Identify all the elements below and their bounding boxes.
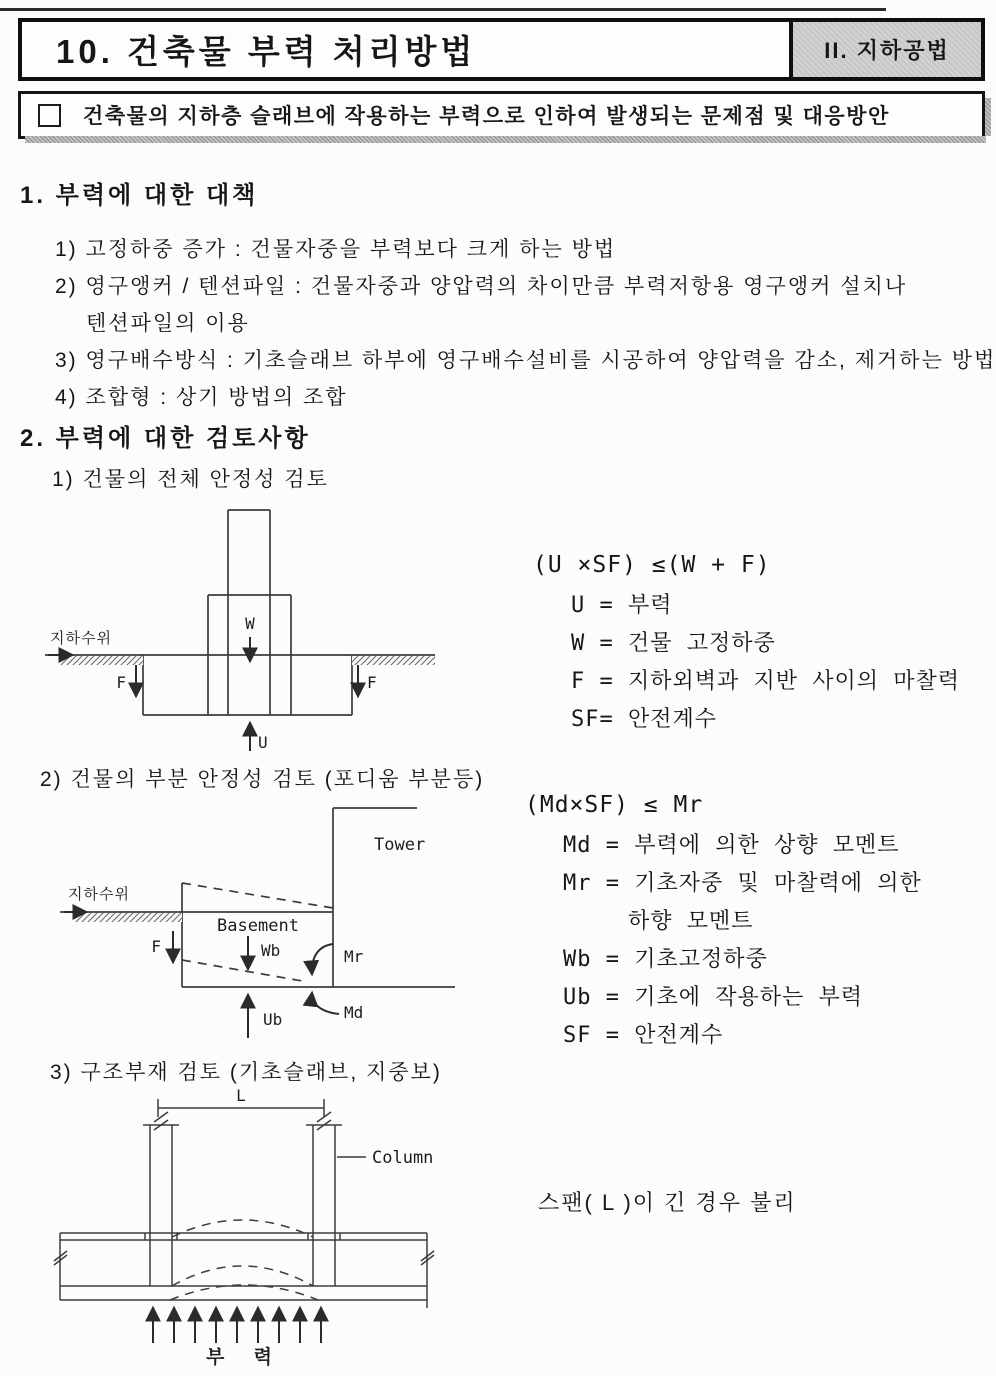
groundwater-label: 지하수위 [68, 886, 130, 903]
tilt-dashed-top [182, 883, 333, 908]
formula2-term-md: Md = 부력에 의한 상향 모멘트 [563, 833, 900, 858]
formula2-main: (Md×SF) ≤ Mr [525, 792, 704, 818]
md-label: Md [344, 1003, 364, 1022]
chapter-badge-label: II. 지하공법 [824, 38, 950, 63]
soil-hatch-left [60, 656, 143, 665]
summary-text: 건축물의 지하층 슬래브에 작용하는 부력으로 인하여 발생되는 문제점 및 대응방안 [83, 105, 890, 128]
overall-stability-diagram [20, 495, 480, 765]
formula2-term-ub: Ub = 기초에 작용하는 부력 [563, 985, 863, 1010]
mr-moment-arc [312, 944, 333, 974]
f-label: F [151, 937, 161, 956]
section1-item-2: 2) 영구앵커 / 텐션파일 : 건물자중과 양압력의 차이만큼 부력저항용 영구앵커 설치나 [55, 275, 908, 298]
formula2-term-mr: Mr = 기초자중 및 마찰력에 의한 [563, 871, 922, 896]
checkbox-icon [38, 104, 61, 127]
wb-label: Wb [261, 941, 281, 960]
partial-stability-formula [525, 792, 922, 1055]
deflection-curve-slab-top [172, 1266, 313, 1286]
formula1-term-sf: SF= 안전계수 [571, 707, 717, 732]
chapter-badge [789, 22, 981, 77]
summary-box [18, 91, 985, 139]
section1-item-3: 3) 영구배수방식 : 기초슬래브 하부에 영구배수설비를 시공하여 양압력을 감소, 제거하는 방법 [55, 349, 996, 372]
partial-stability-diagram [40, 795, 480, 1055]
formula1-term-u: U = 부력 [571, 593, 673, 618]
soil-hatch [75, 913, 182, 922]
page-title: 10. 건축물 부력 처리방법 [56, 33, 477, 70]
section1-heading: 1. 부력에 대한 대책 [20, 182, 259, 209]
sub1-title: 1) 건물의 전체 안정성 검토 [52, 468, 329, 491]
ub-label: Ub [263, 1010, 283, 1029]
structural-member-diagram [40, 1085, 480, 1370]
summary-box-shadow-bottom [25, 136, 986, 143]
deflection-curve-slab-bottom [170, 1285, 318, 1300]
summary-box-shadow-right [985, 98, 991, 136]
formula1-term-w: W = 건물 고정하중 [571, 631, 776, 656]
section2-heading: 2. 부력에 대한 검토사항 [20, 425, 311, 452]
f-label-left: F [116, 673, 126, 692]
formula2-term-wb: Wb = 기초고정하중 [563, 947, 768, 972]
left-column-break-mark [154, 1112, 168, 1122]
formula2-term-sf: SF = 안전계수 [563, 1023, 724, 1048]
w-label: W [245, 614, 255, 633]
tilt-dashed-bottom [182, 960, 308, 982]
formula1-main: (U ×SF) ≤(W + F) [533, 552, 771, 578]
formula1-term-f: F = 지하외벽과 지반 사이의 마찰력 [571, 669, 960, 694]
buoyancy-label: 부 력 [206, 1347, 284, 1368]
u-label: U [258, 733, 268, 752]
basement-label: Basement [217, 916, 299, 936]
groundwater-label: 지하수위 [50, 630, 112, 647]
deflection-curve-beam [172, 1220, 313, 1237]
soil-hatch-right [352, 656, 435, 665]
sub3-title: 3) 구조부재 검토 (기초슬래브, 지중보) [50, 1061, 442, 1084]
span-note: 스팬( L )이 긴 경우 불리 [538, 1190, 797, 1215]
top-scan-rule [0, 8, 886, 11]
overall-stability-formula [533, 552, 960, 739]
tower-label: Tower [374, 835, 426, 855]
md-moment-arc [312, 993, 339, 1014]
section1-item-1: 1) 고정하중 증가 : 건물자중을 부력보다 크게 하는 방법 [55, 238, 617, 261]
mr-label: Mr [344, 947, 364, 966]
column-label: Column [372, 1148, 434, 1168]
f-label-right: F [367, 673, 377, 692]
formula2-term-mr-cont: 하향 모멘트 [628, 909, 754, 934]
section1-item-4: 4) 조합형 : 상기 방법의 조합 [55, 386, 348, 409]
sub2-title: 2) 건물의 부분 안정성 검토 (포디움 부분등) [40, 768, 485, 791]
span-label: L [236, 1086, 246, 1105]
section1-item-2-cont: 텐션파일의 이용 [86, 312, 250, 335]
title-bar [18, 18, 985, 81]
